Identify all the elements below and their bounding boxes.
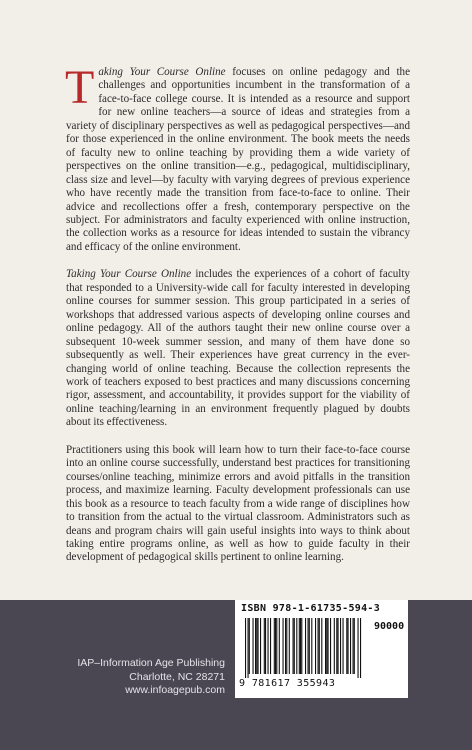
barcode-bar [353,618,354,674]
barcode-bar [256,618,257,674]
barcode-bar [321,618,322,674]
barcode-bar [318,618,319,674]
barcode-bar [253,618,254,674]
barcode-digits: 9 781617 355943 [239,678,336,689]
barcode-bar [346,618,347,674]
barcode-bar [294,618,295,674]
isbn-number: ISBN 978-1-61735-594-3 [241,603,381,614]
barcode-bar [293,618,294,674]
barcode-bar [286,618,287,674]
barcode-bar [319,618,320,674]
barcode-bar [308,618,309,674]
barcode-bar [245,618,246,678]
price-code: 90000 [374,621,405,632]
barcode-bar [330,618,331,674]
paragraph-text: focuses on online pedagogy and the challenges and opportunities incumbent in the transformation of a face-to-face college course. It is intended as a resource and support for new online teachers—a source of ideas and strategies from a variety of disciplinary perspectives as well as pedagogical perspectives—and for those experienced in the online environment. The book meets the needs of faculty new to online teaching by providing them a wide variety of perspectives on the online transition—e.g., pedagogical, multidisciplinary, class size and level—by faculty with varying degrees of previous experience who have recently made the transition from face-to-face to online. Their advice and recollections offer a fresh, contemporary perspective on the subject. For administrators and faculty experienced with online instruction, the collection works as a resource for ideas intended to sustain the vibrancy and efficacy of the online environment. [66,66,410,253]
barcode-bar [255,618,256,674]
publisher-location: Charlotte, NC 28271 [129,670,225,683]
paragraph-text: includes the experiences of a cohort of faculty that responded to a University-wide call for faculty interested in developing online courses for summer session. This group participated in a series of workshops that addressed various aspects of developing online courses and online pedagogy. All of the authors taught their new online course over a subsequent 10-week summer session, and many of them have done so subsequently as well. Their experiences have great currency in the ever-changing world of online teaching. Because the collection represents the work of teachers exposed to best practices and many discussions concerning rigor, assessment, and accountability, it provides support for the viability of online teaching/learning in an environment frequently plagued by doubts about its effectiveness. [66,268,410,429]
book-title: Taking Your Course Online [66,268,192,281]
barcode-bar [309,618,310,674]
isbn-barcode [235,600,408,698]
barcode-bar [360,618,361,678]
barcode-bar [328,618,329,674]
publisher-url: www.infoagepub.com [125,684,225,696]
barcode-bars [239,618,369,680]
barcode-bar [326,618,327,674]
barcode-bar [258,618,259,674]
barcode-bar [296,618,297,674]
barcode-bar [343,618,344,674]
barcode-bar [350,618,351,674]
barcode-bar [279,618,280,674]
description-paragraph-2 [66,268,410,429]
barcode-bar [336,618,337,674]
barcode-bar [358,618,359,678]
barcode-bar [268,618,269,674]
barcode-bar [305,618,306,674]
barcode-bar [301,618,302,674]
description-paragraph-1 [65,61,410,254]
book-title: aking Your Course Online [98,66,226,78]
barcode-bar [264,618,265,674]
barcode-bar [285,618,286,674]
barcode-bar [334,618,335,674]
barcode-bar [315,618,316,674]
barcode-bar [248,618,249,678]
barcode-bar [270,618,271,674]
publisher-footer [0,600,472,750]
barcode-bar [249,618,250,674]
barcode-bar [348,618,349,674]
drop-cap: T [65,61,95,114]
barcode-bar [283,618,284,674]
publisher-name: IAP–Information Age Publishing [77,657,225,669]
back-cover-description [65,61,410,579]
description-paragraph-3: Practitioners using this book will learn how to turn their face-to-face course into an online course successfully, understand best practices for transitioning courses/online teaching, minimize errors and avoid pitfalls in the transition process, and maximize learning. Faculty development professionals can use this book as a resource to teach faculty from a wide range of disciplines how to transition from the actual to the virtual classroom. Administrators such as deans and program chairs will gain useful insights into ways to think about taking entire programs online, as well as how to guide faculty in their development of pedagogical skills pertinent to online learning. [66,443,410,564]
barcode-bar [300,618,301,674]
barcode-bar [338,618,339,674]
barcode-bar [289,618,290,674]
barcode-bar [276,618,277,674]
barcode-bar [260,618,261,674]
publisher-info [77,657,225,698]
barcode-bar [275,618,276,674]
barcode-bar [325,618,326,674]
barcode-bar [340,618,341,674]
barcode-bar [265,618,266,674]
barcode-bar [274,618,275,674]
barcode-bar [299,618,300,674]
barcode-bar [311,618,312,674]
barcode-bar [354,618,355,674]
